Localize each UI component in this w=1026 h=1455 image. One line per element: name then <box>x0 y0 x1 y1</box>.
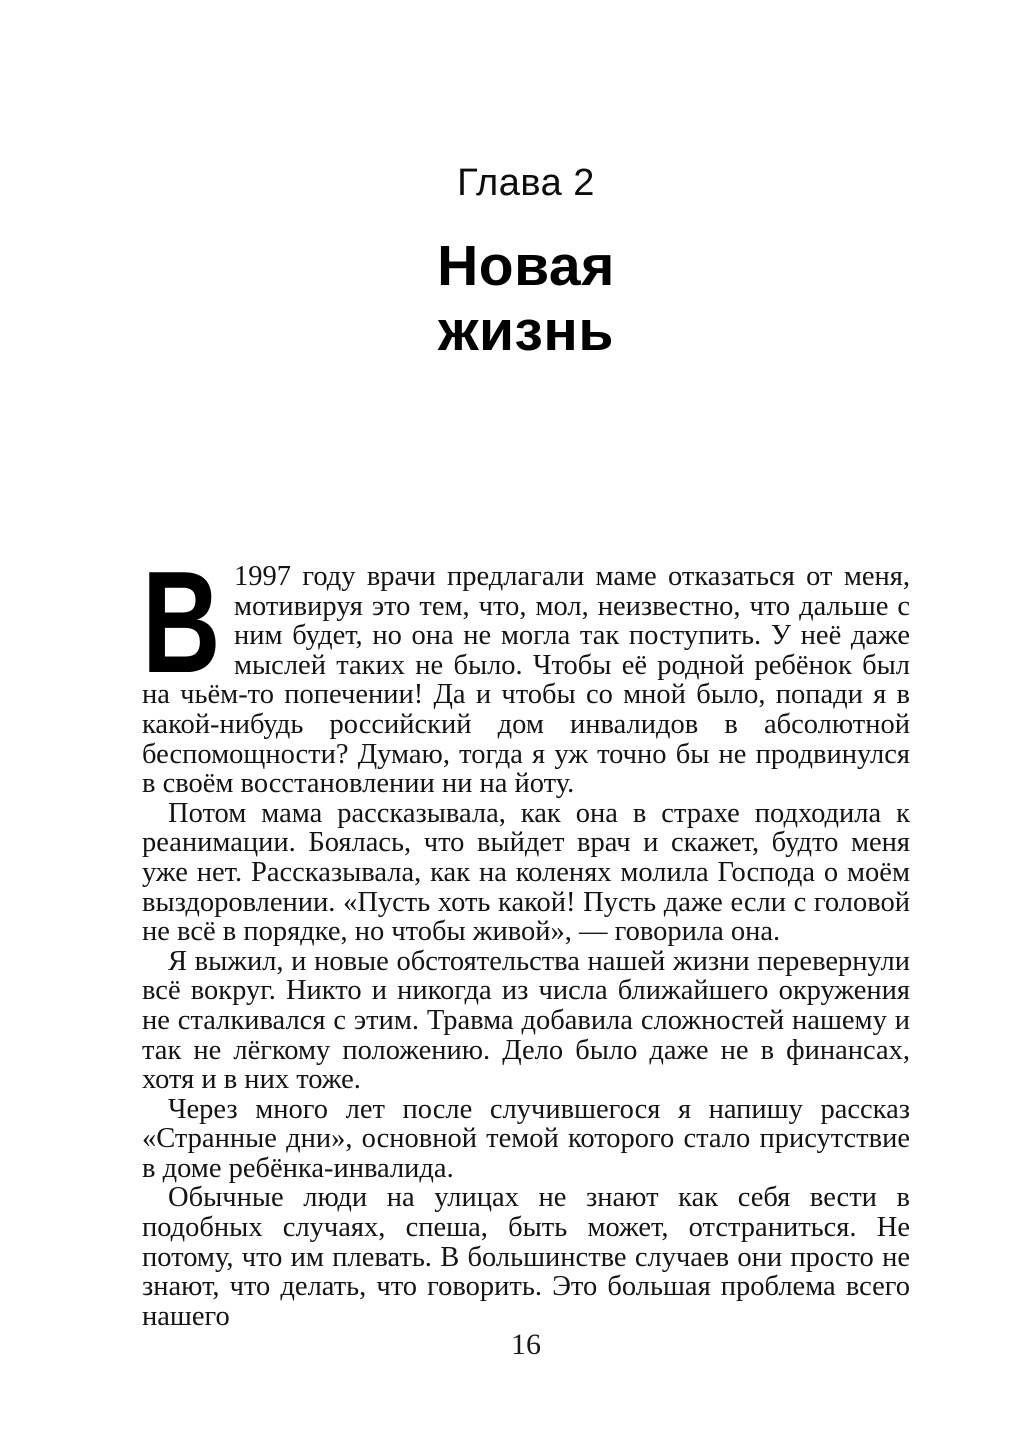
page-number: 16 <box>511 1328 541 1361</box>
chapter-title-line-1: Новая <box>437 234 615 298</box>
paragraph-1 <box>142 541 910 800</box>
paragraph-2: Потом мама рассказывала, как она в страхе подходила к реанимации. Боялась, что выйдет врач и скажет, будто меня уже нет. Рассказывала, как на коленях молила Господа о моём выздоровлении. «Пусть хоть какой! Пусть даже если с головой не всё в порядке, но чтобы живой», — говорила она. <box>142 797 910 948</box>
chapter-title <box>142 234 910 364</box>
paragraph-5: Обычные люди на улицах не знают как себя вести в подобных случаях, спеша, быть может, отстраниться. Не потому, что им плевать. В большинстве случаев они просто не знают, что делать, что говорить. Это большая проблема всего нашего <box>142 1182 910 1332</box>
paragraph-1-text: 1997 году врачи предлагали маме отказаться от меня, мотивируя это тем, что, мол, неизвестно, что дальше с ним будет, но она не могла так поступить. У неё даже мыслей таких не было. Чтобы её родной ребёнок был на чьём-то попечении! Да и чтобы со мной было, попади я в какой-нибудь российский дом инвалидов в абсолютной беспомощности? Думаю, тогда я уж точно бы не продвинулся в своём восстановлении ни на йоту. <box>142 561 910 800</box>
drop-cap: В <box>142 541 221 703</box>
paragraph-4: Через много лет после случившегося я напишу рассказ «Странные дни», основной темой которого стало присутствие в доме ребёнка-инвалида. <box>142 1093 910 1184</box>
chapter-label: Глава 2 <box>457 162 595 204</box>
body-text <box>142 541 910 1332</box>
paragraph-3: Я выжил, и новые обстоятельства нашей жизни перевернули всё вокруг. Никто и никогда из числа ближайшего окружения не сталкивался с этим. Травма добавила сложностей нашему и так не лёгкому положению. Дело было даже не в финансах, хотя и в них тоже. <box>142 945 910 1096</box>
chapter-title-line-2: жизнь <box>438 299 614 363</box>
